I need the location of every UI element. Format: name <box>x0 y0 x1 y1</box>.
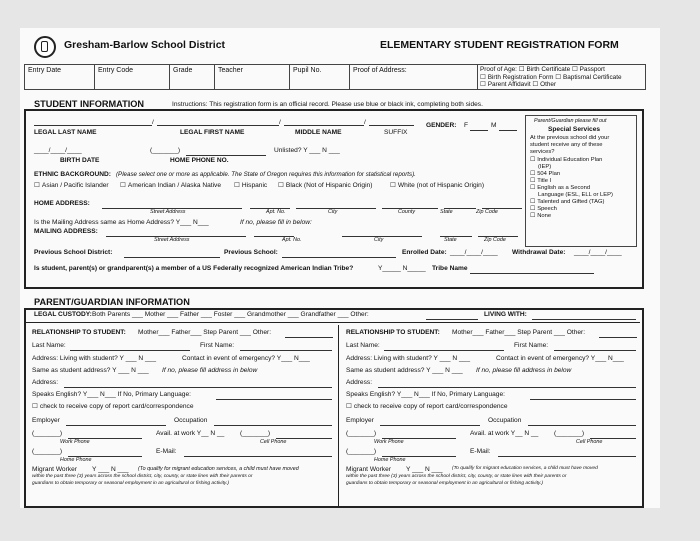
g2-employer-input[interactable] <box>380 425 480 426</box>
g2-occupation-input[interactable] <box>528 425 636 426</box>
services-q1: At the previous school did your <box>530 135 610 141</box>
g2-speaks-english-question[interactable]: Speaks English? Y___ N___ If No, Primary Language: <box>346 391 505 398</box>
instructions-text: Instructions: This registration form is an official record. Please use blue or black ink, completing both sides. <box>172 101 483 108</box>
g1-report-card-checkbox[interactable]: ☐ check to receive copy of report card/correspondence <box>32 404 194 411</box>
services-q2: student receive any of these <box>530 142 603 148</box>
g1-migrant-note-2: within the past three (3) years across the school district, city, county, or state lines with their parents or <box>32 474 253 479</box>
mail-apt-caption: Apt. No. <box>282 237 302 243</box>
g2-migrant-note-3: guardians to obtain temporary or seasonal employment in an agricultural or fishing activity.) <box>346 481 543 486</box>
tribe-yn[interactable]: Y_____ N_____ <box>378 265 426 272</box>
g1-employer-input[interactable] <box>66 425 166 426</box>
g1-migrant-note-1: (To qualify for migrant education services, a child must have moved <box>138 466 299 472</box>
ethnic-note: (Please select one or more as applicable. The State of Oregon requires this information for statistical reports). <box>116 171 416 178</box>
g2-cell-phone-caption: Cell Phone <box>576 439 603 445</box>
g2-relationship-label: RELATIONSHIP TO STUDENT: <box>346 329 440 336</box>
g2-address-input[interactable] <box>378 387 636 388</box>
g2-email-label: E-Mail: <box>470 448 491 455</box>
g2-work-phone-caption: Work Phone <box>374 439 404 445</box>
mail-street-caption: Street Address <box>154 237 190 243</box>
g1-cell-phone-area[interactable]: (_______) <box>240 430 271 437</box>
services-title: Special Services <box>548 126 601 133</box>
state-caption: State <box>440 209 453 215</box>
proof-other[interactable]: ☐ Other <box>532 81 556 88</box>
previous-district-label: Previous School District: <box>34 249 113 256</box>
middle-name-input[interactable] <box>284 125 364 126</box>
home-address-label: HOME ADDRESS: <box>34 200 90 207</box>
proof-passport[interactable]: ☐ Passport <box>572 66 605 73</box>
service-esl-checkbox[interactable]: ☐ English as a Second <box>530 186 590 192</box>
g2-email-input[interactable] <box>498 456 636 457</box>
g1-occupation-label: Occupation <box>174 417 208 424</box>
service-tag-checkbox[interactable]: ☐ Talented and Gifted (TAG) <box>530 200 604 206</box>
previous-school-input[interactable] <box>282 257 396 258</box>
g2-avail-at-work[interactable]: Avail. at work Y__ N __ <box>470 430 539 437</box>
ethnic-american-indian-checkbox[interactable]: ☐ American Indian / Alaska Native <box>120 183 221 190</box>
apt-caption: Apt. No. <box>266 209 286 215</box>
district-name: Gresham-Barlow School District <box>64 39 226 51</box>
pupil-no-cell[interactable]: Pupil No. <box>290 65 350 89</box>
office-use-table <box>24 64 646 90</box>
gender-m-input[interactable] <box>499 130 517 131</box>
previous-school-label: Previous School: <box>224 249 278 256</box>
living-with-input[interactable] <box>532 319 636 320</box>
ethnic-black-checkbox[interactable]: ☐ Black (Not of Hispanic Origin) <box>278 183 372 190</box>
tribe-question: Is student, parent(s) or grandparent(s) a member of a US Federally recognized American Indian Tribe? <box>34 265 354 272</box>
g1-relationship-label: RELATIONSHIP TO STUDENT: <box>32 329 126 336</box>
proof-birth-certificate[interactable]: ☐ Birth Certificate <box>519 66 570 73</box>
g1-work-phone-area[interactable]: (_______) <box>32 430 63 437</box>
legal-first-name-input[interactable] <box>157 125 279 126</box>
g2-address-label: Address: <box>346 379 373 386</box>
ethnic-white-checkbox[interactable]: ☐ White (not of Hispanic Origin) <box>390 183 484 190</box>
service-esl-cont: Language (ESL, ELL or LEP) <box>538 192 613 198</box>
g1-last-name-input[interactable] <box>70 350 190 351</box>
guardian-column-divider <box>338 325 339 506</box>
service-504-checkbox[interactable]: ☐ 504 Plan <box>530 172 560 178</box>
entry-date-cell[interactable]: Entry Date <box>25 65 95 89</box>
ethnic-background-label: ETHNIC BACKGROUND: <box>34 171 111 178</box>
g2-cell-phone-area[interactable]: (_______) <box>554 430 585 437</box>
form-title: ELEMENTARY STUDENT REGISTRATION FORM <box>380 39 619 51</box>
g1-relationship-other-input[interactable] <box>285 337 333 338</box>
proof-of-age-label: Proof of Age: <box>480 66 517 73</box>
g1-occupation-input[interactable] <box>214 425 332 426</box>
g1-address-label: Address: <box>32 379 59 386</box>
mailing-same-question[interactable]: Is the Mailing Address same as Home Address? Y___ N___ <box>34 219 209 226</box>
grade-cell[interactable]: Grade <box>170 65 215 89</box>
g1-migrant-note-3: guardians to obtain temporary or seasonal employment in an agricultural or fishing activity.) <box>32 481 229 486</box>
g1-last-name-label: Last Name: <box>32 342 66 349</box>
g2-work-phone-area[interactable]: (_______) <box>346 430 377 437</box>
g1-migrant-label: Migrant Worker <box>32 466 77 473</box>
legal-last-name-input[interactable] <box>34 125 152 126</box>
enrolled-date-label: Enrolled Date: <box>402 249 447 256</box>
entry-code-cell[interactable]: Entry Code <box>95 65 170 89</box>
g2-same-address-note: If no, please fill address in below <box>476 367 572 374</box>
gender-f-label: F <box>464 122 469 129</box>
g2-same-address-question[interactable]: Same as student address? Y ___ N ___ <box>346 367 463 374</box>
gender-f-input[interactable] <box>470 130 488 131</box>
birth-date-label: BIRTH DATE <box>60 157 100 164</box>
tribe-name-input[interactable] <box>470 273 594 274</box>
g1-primary-language-input[interactable] <box>216 399 332 400</box>
proof-parent-affidavit[interactable]: ☐ Parent Affidavit <box>480 81 531 88</box>
proof-of-age <box>480 66 622 89</box>
suffix-input[interactable] <box>369 125 414 126</box>
slash: / <box>364 119 366 126</box>
g1-home-phone-area[interactable]: (_______) <box>32 448 63 455</box>
birth-date-input[interactable]: ____/____/____ <box>34 147 82 154</box>
g2-last-name-input[interactable] <box>384 350 504 351</box>
ethnic-hispanic-checkbox[interactable]: ☐ Hispanic <box>234 183 267 190</box>
g2-relationship-options[interactable]: Mother___ Father___ Step Parent ___ Other: <box>452 329 586 336</box>
street-address-caption: Street Address <box>150 209 186 215</box>
enrolled-date-input[interactable]: ____/____/____ <box>450 249 498 256</box>
parent-info-title: PARENT/GUARDIAN INFORMATION <box>34 297 190 307</box>
g2-living-with-question[interactable]: Address: Living with student? Y ___ N ___ <box>346 355 471 362</box>
g2-first-name-input[interactable] <box>554 350 636 351</box>
living-with-label: LIVING WITH: <box>484 311 527 318</box>
home-phone-input[interactable] <box>186 155 266 156</box>
legal-custody-label: LEGAL CUSTODY: <box>34 311 92 318</box>
city-caption: City <box>328 209 338 215</box>
form-sheet <box>20 28 660 508</box>
g1-avail-at-work[interactable]: Avail. at work Y__ N __ <box>156 430 225 437</box>
g1-employer-label: Employer <box>32 417 60 424</box>
custody-other-input[interactable] <box>426 319 478 320</box>
mail-zip-caption: Zip Code <box>484 237 506 243</box>
suffix-label: SUFFIX <box>384 129 408 136</box>
g1-email-label: E-Mail: <box>156 448 177 455</box>
g1-migrant-yn[interactable]: Y ___ N ___ <box>92 466 129 473</box>
g1-work-phone-caption: Work Phone <box>60 439 90 445</box>
g1-home-phone-caption: Home Phone <box>60 457 92 463</box>
g1-emergency-contact-question[interactable]: Contact in event of emergency? Y___ N___ <box>182 355 310 362</box>
home-phone-area-code[interactable]: (_______) <box>150 147 181 154</box>
proof-birth-registration[interactable]: ☐ Birth Registration Form <box>480 74 553 81</box>
g2-occupation-label: Occupation <box>488 417 522 424</box>
service-iep-cont: (IEP) <box>538 164 552 170</box>
g1-first-name-input[interactable] <box>240 350 332 351</box>
proof-baptismal[interactable]: ☐ Baptismal Certificate <box>555 74 621 81</box>
gender-label: GENDER: <box>426 122 457 129</box>
g2-relationship-other-input[interactable] <box>599 337 637 338</box>
g1-first-name-label: First Name: <box>200 342 235 349</box>
withdrawal-date-input[interactable]: ____/____/____ <box>574 249 622 256</box>
g1-speaks-english-question[interactable]: Speaks English? Y___ N___ If No, Primary Language: <box>32 391 191 398</box>
g2-migrant-yn[interactable]: Y ___ N ___ <box>406 466 443 473</box>
mail-state-caption: State <box>444 237 457 243</box>
services-note: Parent/Guardian please fill out <box>534 118 607 124</box>
home-phone-label: HOME PHONE NO. <box>170 157 229 164</box>
g2-last-name-label: Last Name: <box>346 342 380 349</box>
legal-first-name-label: LEGAL FIRST NAME <box>180 129 245 136</box>
custody-options[interactable]: Both Parents ___ Mother ___ Father ___ Foster ___ Grandmother ___ Grandfather ___ Other: <box>92 311 369 318</box>
zip-caption: Zip Code <box>476 209 498 215</box>
special-services-box <box>525 115 637 247</box>
slash: / <box>152 119 154 126</box>
g1-living-with-question[interactable]: Address: Living with student? Y ___ N ___ <box>32 355 157 362</box>
g2-migrant-note-2: within the past three (3) years across the school district, city, county, or state lines with their parents or <box>346 474 567 479</box>
slash: / <box>279 119 281 126</box>
g1-address-input[interactable] <box>64 387 332 388</box>
g2-primary-language-input[interactable] <box>530 399 636 400</box>
teacher-cell[interactable]: Teacher <box>215 65 290 89</box>
tribe-name-label: Tribe Name <box>432 265 468 272</box>
proof-of-address-cell[interactable]: Proof of Address: <box>350 65 478 89</box>
service-title1-checkbox[interactable]: ☐ Title I <box>530 179 551 185</box>
g2-first-name-label: First Name: <box>514 342 549 349</box>
mail-city-caption: City <box>374 237 384 243</box>
g2-emergency-contact-question[interactable]: Contact in event of emergency? Y___ N___ <box>496 355 624 362</box>
g1-email-input[interactable] <box>184 456 332 457</box>
g2-home-phone-caption: Home Phone <box>374 457 406 463</box>
unlisted-question[interactable]: Unlisted? Y ___ N ___ <box>274 147 340 154</box>
g2-report-card-checkbox[interactable]: ☐ check to receive copy of report card/correspondence <box>346 404 508 411</box>
custody-divider <box>24 322 640 323</box>
middle-name-label: MIDDLE NAME <box>295 129 342 136</box>
g1-cell-phone-caption: Cell Phone <box>260 439 287 445</box>
district-seal-icon <box>34 36 56 58</box>
service-iep-checkbox[interactable]: ☐ Individual Education Plan <box>530 158 602 164</box>
withdrawal-date-label: Withdrawal Date: <box>512 249 566 256</box>
g1-same-address-note: If no, please fill address in below <box>162 367 258 374</box>
service-speech-checkbox[interactable]: ☐ Speech <box>530 207 557 213</box>
mailing-address-label: MAILING ADDRESS: <box>34 228 98 235</box>
g2-migrant-note-1: (To qualify for migrant education services, a child must have moved <box>452 466 598 471</box>
mailing-note: If no, please fill in below: <box>240 219 312 226</box>
g1-same-address-question[interactable]: Same as student address? Y ___ N ___ <box>32 367 149 374</box>
g2-home-phone-area[interactable]: (_______) <box>346 448 377 455</box>
student-info-title: STUDENT INFORMATION <box>34 99 145 109</box>
county-caption: County <box>398 209 416 215</box>
legal-last-name-label: LEGAL LAST NAME <box>34 129 97 136</box>
ethnic-asian-checkbox[interactable]: ☐ Asian / Pacific Islander <box>34 183 109 190</box>
service-none-checkbox[interactable]: ☐ None <box>530 214 551 220</box>
gender-m-label: M <box>491 122 497 129</box>
previous-district-input[interactable] <box>124 257 220 258</box>
g1-relationship-options[interactable]: Mother___ Father___ Step Parent ___ Other: <box>138 329 272 336</box>
services-q3: services? <box>530 149 555 155</box>
g2-migrant-label: Migrant Worker <box>346 466 391 473</box>
g2-employer-label: Employer <box>346 417 374 424</box>
